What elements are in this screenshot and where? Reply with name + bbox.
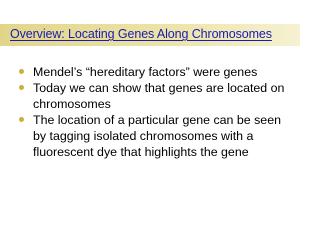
slide-title: Overview: Locating Genes Along Chromosomes [10, 27, 272, 41]
bullet-item [19, 112, 294, 160]
bullet-list [19, 64, 294, 160]
bullet-dot-icon [19, 69, 24, 74]
title-bar [0, 24, 300, 46]
bullet-item [19, 64, 294, 80]
bullet-dot-icon [19, 117, 24, 122]
bullet-item [19, 80, 294, 112]
bullet-text: The location of a particular gene can be seen by tagging isolated chromosomes with a fluorescent dye that highlights the gene [33, 113, 281, 159]
bullet-text: Mendel’s “hereditary factors” were genes [33, 65, 258, 79]
bullet-dot-icon [19, 85, 24, 90]
bullet-text: Today we can show that genes are located on chromosomes [33, 81, 285, 111]
